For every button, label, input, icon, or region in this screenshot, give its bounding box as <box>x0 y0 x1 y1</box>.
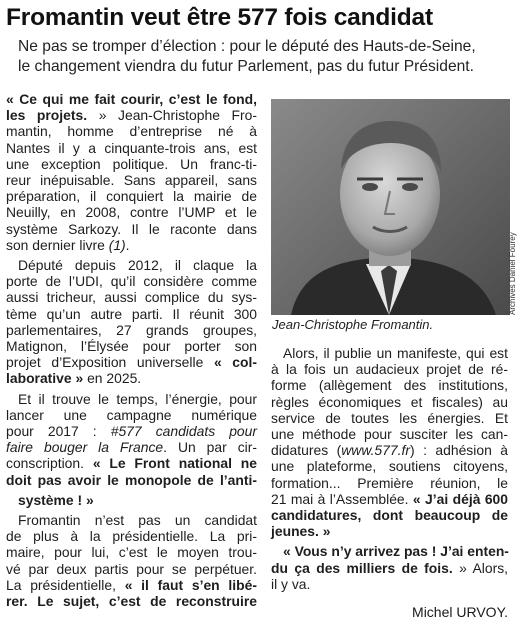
text-line <box>6 455 257 471</box>
line-text-segment: en 2025. <box>83 370 142 387</box>
text-line <box>271 345 508 361</box>
line-text: porte de l’UDI, qu’il considère comme <box>6 273 257 290</box>
line-text: les projets. <box>6 107 88 124</box>
line-text: didatures ( <box>271 442 342 459</box>
line-text: son dernier livre <box>6 236 109 253</box>
text-line <box>271 475 508 491</box>
text-line <box>6 439 257 455</box>
line-text-segment: (1) <box>108 236 126 253</box>
line-text: Et il trouve le temps, l’énergie, pour <box>18 390 257 407</box>
photo-credit: Archives Daniel Fourey <box>508 232 517 315</box>
text-line <box>6 354 257 370</box>
text-line <box>271 442 508 458</box>
text-line <box>271 458 508 474</box>
text-line <box>271 394 508 410</box>
text-line <box>6 391 257 407</box>
text-line <box>271 507 508 523</box>
line-text: système Sarkozy. Il le raconte dans <box>6 220 257 237</box>
text-line <box>6 423 257 439</box>
text-line <box>271 491 508 507</box>
line-text: service de toutes les énergies. Et <box>271 409 508 426</box>
text-line <box>6 140 257 156</box>
line-text-segment: ) : adhésion à <box>409 442 508 459</box>
text-line <box>6 221 257 237</box>
text-line <box>271 560 508 576</box>
text-line <box>6 544 257 560</box>
text-line <box>271 361 508 377</box>
line-text: aussi tricheur, aussi complice du sys- <box>6 289 257 306</box>
line-text: Neuilly, en 2008, contre l’UMP et le <box>6 204 257 221</box>
text-line <box>6 577 257 593</box>
text-line <box>6 289 257 305</box>
line-text: Député depuis 2012, il claque la <box>18 257 257 274</box>
line-text-segment: « il faut s’en libé- <box>124 576 257 593</box>
line-text-segment: » Jean-Christophe Fro- <box>87 107 258 124</box>
standfirst-line: le changement viendra du futur Parlement, pas du futur Président. <box>18 58 474 75</box>
line-text: Alors, il publie un manifeste, qui est <box>283 345 508 361</box>
text-line <box>6 123 257 139</box>
line-text: conscription. <box>6 455 93 472</box>
line-text: « Ce qui me fait courir, c’est le fond, <box>6 91 257 107</box>
text-line <box>6 472 257 488</box>
line-text: forme (allègement des institutions, <box>271 377 508 394</box>
line-text-segment: « Le Front national ne <box>92 455 257 472</box>
text-line <box>6 204 257 220</box>
line-text: une méthode pour susciter les can- <box>271 426 508 443</box>
line-text: pour 2017 : <box>6 423 111 440</box>
line-text: reur inépuisable. Sans appareil, sans <box>6 172 257 189</box>
headline: Fromantin veut être 577 fois candidat <box>6 4 433 31</box>
text-line <box>6 370 257 386</box>
line-text: il y va. <box>271 575 311 592</box>
line-text: « Vous n’y arrivez pas ! J’ai enten- <box>283 543 509 560</box>
text-line <box>6 492 257 508</box>
text-line <box>6 512 257 528</box>
line-text-segment: www.577.fr <box>341 442 410 459</box>
line-text: faire bouger la France <box>6 439 164 456</box>
text-line <box>6 172 257 188</box>
standfirst <box>18 37 510 77</box>
line-text-segment: « col- <box>213 354 257 371</box>
line-text: 21 mai à l’Assemblée. <box>271 490 413 507</box>
line-text: candidatures, dont beaucoup de <box>271 507 508 524</box>
line-text: de plus à la présidentielle. La pri- <box>6 528 257 545</box>
article-column-right <box>271 345 508 592</box>
standfirst-line: Ne pas se tromper d’élection : pour le député des Hauts-de-Seine, <box>18 38 476 55</box>
line-text: Fromantin n’est pas un candidat <box>18 512 257 529</box>
text-line <box>271 410 508 426</box>
text-line <box>271 543 508 559</box>
line-text: jeunes. » <box>271 523 331 540</box>
line-text: maire, pour lui, c’est le moyen trou- <box>6 544 257 561</box>
text-line <box>6 188 257 204</box>
text-line <box>6 273 257 289</box>
line-text: tème qu’un autre parti. Il réunit 300 <box>6 305 257 322</box>
line-text: lancer une campagne numérique <box>6 406 257 423</box>
line-text-segment: « J’ai déjà 600 <box>412 490 508 507</box>
text-line <box>6 107 257 123</box>
byline: Michel URVOY. <box>412 604 508 620</box>
text-line <box>271 523 508 539</box>
text-line <box>6 156 257 172</box>
line-text: Matignon, l’Élysée pour porter son <box>6 338 257 355</box>
line-text: règles économiques et fiscales) au <box>271 393 508 410</box>
line-text: formation... Première réunion, le <box>271 474 508 491</box>
line-text: projet d’Exposition universelle <box>6 354 214 371</box>
line-text: Nantes il y a cinquante-trois ans, est <box>6 139 257 156</box>
line-text: préparation, il conquiert la mairie de <box>6 188 257 205</box>
text-line <box>6 561 257 577</box>
line-text: doit pas avoir le monopole de l’anti- <box>6 471 257 488</box>
text-line <box>6 407 257 423</box>
line-text-segment: #577 candidats pour <box>110 423 258 440</box>
line-text-segment: » Alors, <box>452 559 509 576</box>
line-text: La présidentielle, <box>6 576 125 593</box>
line-text: une exception politique. Un franc-ti- <box>6 155 257 172</box>
article-column-left <box>6 91 257 609</box>
text-line <box>271 576 508 592</box>
line-text: laborative » <box>6 370 84 387</box>
line-text: parlementaires, 27 grands groupes, <box>6 321 257 338</box>
text-line <box>6 306 257 322</box>
line-text: système ! » <box>18 491 94 508</box>
line-text: une plateforme, soutiens citoyens, <box>271 458 508 475</box>
text-line <box>6 91 257 107</box>
line-text: mantin, homme d’entreprise né à <box>6 123 257 140</box>
line-text-segment: . Un par cir- <box>163 439 257 456</box>
text-line <box>6 257 257 273</box>
photo-caption: Jean-Christophe Fromantin. <box>272 317 434 332</box>
text-line <box>6 322 257 338</box>
text-line <box>271 377 508 393</box>
line-text: à la fois un audacieux projet de ré- <box>271 361 508 378</box>
text-line <box>6 593 257 609</box>
line-text: rer. Le sujet, c’est de reconstruire <box>6 593 257 610</box>
line-text: du ça des milliers de fois. <box>271 559 453 576</box>
text-line <box>271 426 508 442</box>
text-line <box>6 528 257 544</box>
line-text: vé par deux partis pour se perpétuer. <box>6 560 257 577</box>
text-line <box>6 237 257 253</box>
line-text-segment: . <box>125 236 130 253</box>
text-line <box>6 338 257 354</box>
